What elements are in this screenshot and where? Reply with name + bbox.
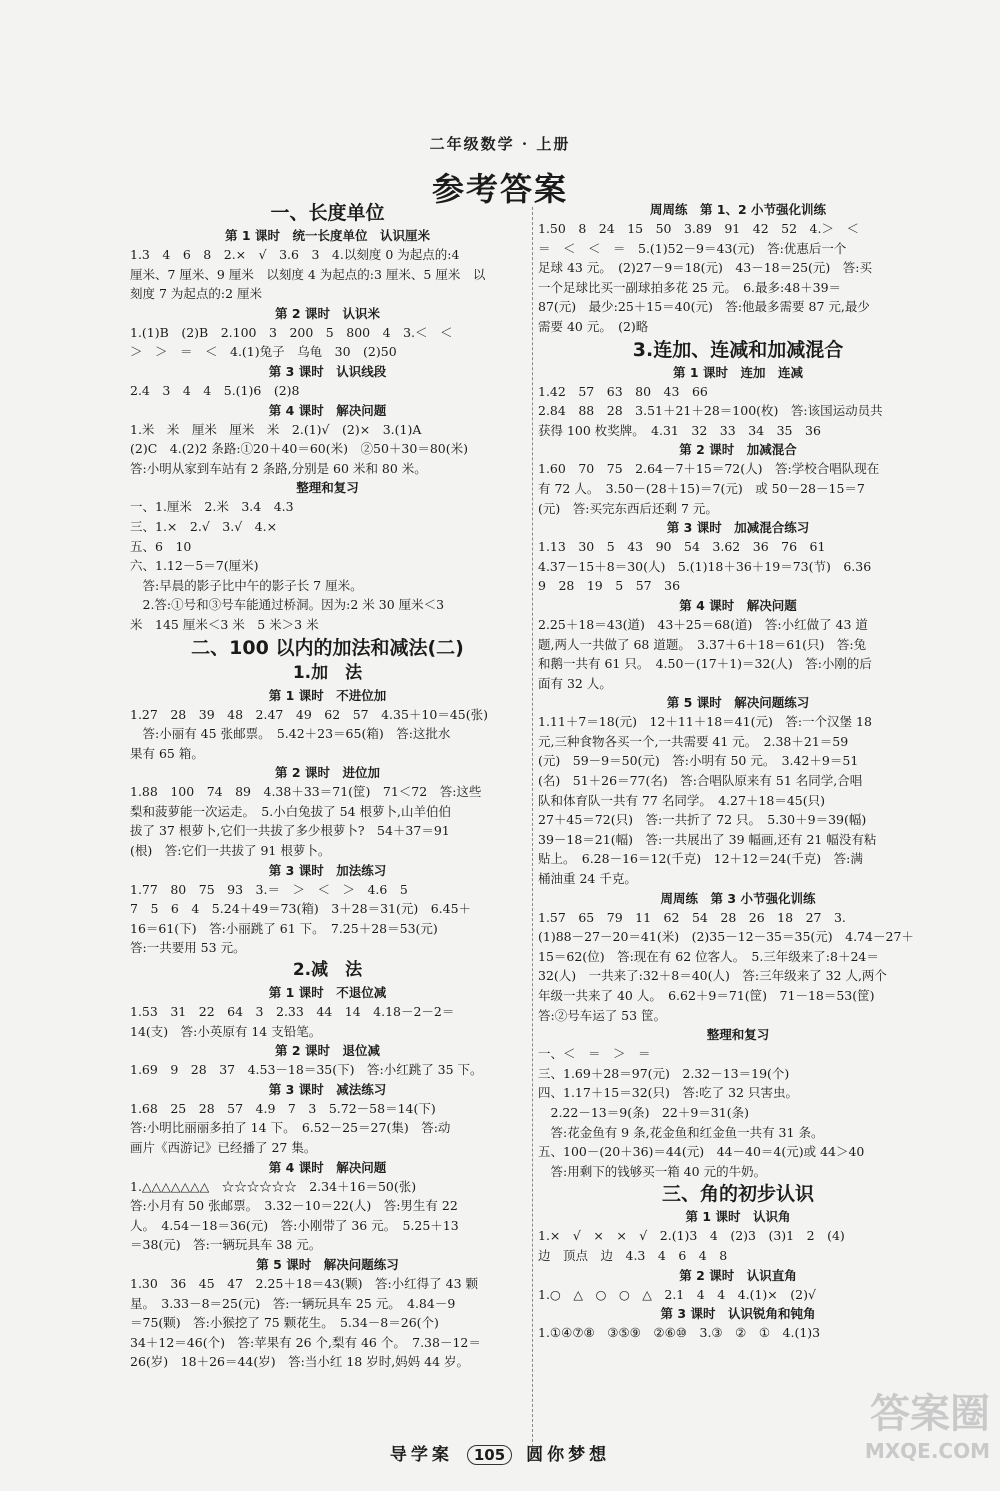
section-heading: 三、角的初步认识 <box>661 1183 814 1206</box>
answer-line: 39－18＝21(幅) 答:一共展出了 39 幅画,还有 21 幅没有粘 <box>538 831 877 847</box>
answer-line: ＝ ＜ ＜ ＝ 5.(1)52－9＝43(元) 答:优惠后一个 <box>538 240 847 256</box>
answer-line: 1.50 8 24 15 50 3.89 91 42 52 4.＞ ＜ <box>538 221 859 236</box>
answer-line: 队和体育队一共有 77 名同学。 4.27＋18＝45(只) <box>538 792 826 808</box>
answer-line: 厘米、7 厘米、9 厘米 以刻度 4 为起点的:3 厘米、5 厘米 以 <box>130 266 486 282</box>
answer-line: 34＋12＝46(个) 答:苹果有 26 个,梨有 46 个。 7.38－12＝ <box>130 1334 481 1350</box>
answer-line: 26(岁) 18＋26＝44(岁) 答:当小红 18 岁时,妈妈 44 岁。 <box>130 1354 470 1370</box>
answer-line: 1.27 28 39 48 2.47 49 62 57 4.35＋10＝45(张) <box>130 706 488 722</box>
section-heading: 二、100 以内的加法和减法(二) <box>191 636 464 659</box>
answer-line: (名) 51＋26＝77(名) 答:合唱队原来有 51 名同学,合唱 <box>538 773 863 789</box>
answer-line: 1.69 9 28 37 4.53－18＝35(下) 答:小红跳了 35 下。 <box>130 1062 483 1078</box>
answer-line: 1.(1)B (2)B 2.100 3 200 5 800 4 3.＜ ＜ <box>130 324 453 340</box>
answer-line: 答:花金鱼有 9 条,花金鱼和红金鱼一共有 31 条。 <box>538 1124 824 1140</box>
answer-line: 足球 43 元。 (2)27－9＝18(元) 43－18＝25(元) 答:买 <box>538 260 873 276</box>
lesson-heading: 第 2 课时 加减混合 <box>679 442 797 458</box>
answer-line: 桶油重 24 千克。 <box>538 871 637 887</box>
answer-line: 1.△△△△△△△ ☆☆☆☆☆☆ 2.34＋16＝50(张) <box>130 1178 417 1194</box>
answer-line: 答:一共要用 53 元。 <box>130 940 246 956</box>
answer-line: 2.84 88 28 3.51＋21＋28＝100(枚) 答:该国运动员共 <box>538 403 883 419</box>
answer-line: 1.30 36 45 47 2.25＋18＝43(颗) 答:小红得了 43 颗 <box>130 1275 479 1291</box>
answer-line: 人。 4.54－18＝36(元) 答:小刚带了 36 元。 5.25＋13 <box>130 1217 459 1233</box>
answer-line: 题,两人一共做了 68 道题。 3.37＋6＋18＝61(只) 答:兔 <box>538 636 867 652</box>
lesson-heading: 第 1 课时 不进位加 <box>268 687 387 703</box>
lesson-heading: 第 1 课时 连加 连减 <box>673 364 803 380</box>
lesson-heading: 第 3 课时 减法练习 <box>268 1081 387 1097</box>
lesson-heading: 第 2 课时 认识米 <box>275 305 380 321</box>
left-column <box>130 200 525 1440</box>
answer-line: 六、1.12－5＝7(厘米) <box>130 558 259 574</box>
lesson-heading: 整理和复习 <box>706 1027 770 1043</box>
answer-line: 1.57 65 79 11 62 54 28 26 18 27 3. <box>538 909 846 925</box>
answer-line: 梨和菠萝能一次运走。 5.小白兔拔了 54 根萝卜,山羊伯伯 <box>130 803 452 819</box>
lesson-heading: 第 1 课时 认识角 <box>685 1209 791 1225</box>
answer-line: 14(支) 答:小英原有 14 支铅笔。 <box>130 1023 322 1039</box>
answer-line: 4.37－15＋8＝30(人) 5.(1)18＋36＋19＝73(节) 6.36 <box>538 558 872 574</box>
answer-line: 1.60 70 75 2.64－7＋15＝72(人) 答:学校合唱队现在 <box>538 461 880 477</box>
answer-line: 1.11＋7＝18(元) 12＋11＋18＝41(元) 答:一个汉堡 18 <box>538 714 872 730</box>
answer-line: 获得 100 枚奖牌。 4.31 32 33 34 35 36 <box>538 422 821 438</box>
answer-line: 1.3 4 6 8 2.× √ 3.6 3 4.以刻度 0 为起点的:4 <box>130 247 460 262</box>
answer-line: 刻度 7 为起点的:2 厘米 <box>130 286 263 302</box>
answer-line: 需要 40 元。 (2)略 <box>538 318 649 334</box>
answer-line: 四、1.17＋15＝32(只) 答:吃了 32 只害虫。 <box>538 1085 798 1101</box>
answer-line: ＝75(颗) 答:小猴挖了 75 颗花生。 5.34－8＝26(个) <box>130 1315 439 1331</box>
answer-line: 边 顶点 边 4.3 4 6 4 8 <box>538 1247 728 1263</box>
answer-line: 画片《西游记》已经播了 27 集。 <box>130 1140 317 1155</box>
watermark-text: 答案圈 <box>870 1391 990 1437</box>
footer-right-text: 圆你梦想 <box>526 1445 611 1465</box>
lesson-heading: 整理和复习 <box>296 480 359 496</box>
right-column <box>538 200 938 1440</box>
section-heading: 2.减 法 <box>292 960 363 981</box>
section-heading: 3.连加、连减和加减混合 <box>632 338 844 361</box>
answer-line: 答:早晨的影子比中午的影子长 7 厘米。 <box>130 577 363 593</box>
answer-line: (元) 答:买完东西后还剩 7 元。 <box>538 500 718 516</box>
answer-line: 7 5 6 4 5.24＋49＝73(箱) 3＋28＝31(元) 6.45＋ <box>130 901 472 917</box>
answer-line: 一、1.厘米 2.米 3.4 4.3 <box>130 499 294 515</box>
answer-line: 1.53 31 22 64 3 2.33 44 14 4.18－2－2＝ <box>130 1004 455 1020</box>
answer-line: 2.25＋18＝43(道) 43＋25＝68(道) 答:小红做了 43 道 <box>538 616 868 632</box>
answer-line: 五、6 10 <box>130 538 192 554</box>
lesson-heading: 第 2 课时 退位减 <box>275 1043 380 1059</box>
answer-line: 有 72 人。 3.50－(28＋15)＝7(元) 或 50－28－15＝7 <box>538 480 865 496</box>
lesson-heading: 第 3 课时 加减混合练习 <box>666 520 810 536</box>
answer-line: (2)C 4.(2)2 条路:①20＋40＝60(米) ②50＋30＝80(米) <box>130 441 468 457</box>
answer-line: 一、＜ ＝ ＞ ＝ <box>538 1046 651 1062</box>
answer-line: 2.22－13＝9(条) 22＋9＝31(条) <box>538 1104 749 1120</box>
lesson-heading: 第 5 课时 解决问题练习 <box>256 1256 399 1272</box>
answer-line: 拔了 37 根萝卜,它们一共拔了多少根萝卜? 54＋37＝91 <box>130 823 450 839</box>
answer-line: 面有 32 人。 <box>538 675 612 691</box>
answer-line: 1.米 米 厘米 厘米 米 2.(1)√ (2)× 3.(1)A <box>130 421 422 437</box>
lesson-heading: 第 3 课时 认识锐角和钝角 <box>660 1306 816 1322</box>
answer-line: 1.13 30 5 43 90 54 3.62 36 76 61 <box>538 539 826 555</box>
answer-line: ＝38(元) 答:一辆玩具车 38 元。 <box>130 1237 322 1253</box>
answer-line: 2.4 3 4 4 5.(1)6 (2)8 <box>130 382 300 398</box>
answer-line: 答:小丽有 45 张邮票。 5.42＋23＝65(箱) 答:这批水 <box>130 726 451 742</box>
watermark-url: MXQE.COM <box>864 1439 990 1463</box>
answer-line: 1.× √ × × √ 2.(1)3 4 (2)3 (3)1 2 (4) <box>538 1228 845 1244</box>
answer-line: 答:②号车运了 53 筐。 <box>538 1007 667 1023</box>
lesson-heading: 第 2 课时 认识直角 <box>679 1267 797 1283</box>
answer-line: 米 145 厘米＜3 米 5 米＞3 米 <box>130 616 319 632</box>
answer-line: 三、1.× 2.√ 3.√ 4.× <box>130 518 278 534</box>
lesson-heading: 第 5 课时 解决问题练习 <box>666 695 810 711</box>
lesson-heading: 第 4 课时 解决问题 <box>268 402 387 418</box>
footer-left-text: 导学案 <box>389 1445 453 1465</box>
lesson-heading: 第 4 课时 解决问题 <box>679 597 797 613</box>
lesson-heading: 第 1 课时 统一长度单位 认识厘米 <box>225 228 430 243</box>
answer-line: 年级一共来了 40 人。 6.62＋9＝71(筐) 71－18＝53(筐) <box>538 988 875 1003</box>
answer-line: 贴上。 6.28－16＝12(千克) 12＋12＝24(千克) 答:满 <box>538 851 863 867</box>
lesson-heading: 第 1 课时 不退位减 <box>268 985 387 1001</box>
answer-line: 1.77 80 75 93 3.＝ ＞ ＜ ＞ 4.6 5 <box>130 881 408 897</box>
answer-line: (根) 答:它们一共拔了 91 根萝卜。 <box>130 843 331 859</box>
lesson-heading: 第 3 课时 加法练习 <box>268 862 387 878</box>
answer-line: 1.68 25 28 57 4.9 7 3 5.72－58＝14(下) <box>130 1100 436 1116</box>
answer-line: 27＋45＝72(只) 答:一共折了 72 只。 5.30＋9＝39(幅) <box>538 812 867 828</box>
answer-line: 87(元) 最少:25＋15＝40(元) 答:他最多需要 87 元,最少 <box>538 299 870 315</box>
answer-line: 15＝62(位) 答:现在有 62 位客人。 5.三年级来了:8＋24＝ <box>538 948 879 964</box>
answer-line: 1.88 100 74 89 4.38＋33＝71(筐) 71＜72 答:这些 <box>130 784 482 800</box>
answer-line: 1.42 57 63 80 43 66 <box>538 383 708 399</box>
answer-line: 答:小月有 50 张邮票。 3.32－10＝22(人) 答:男生有 22 <box>130 1198 458 1214</box>
answer-line: 2.答:①号和③号车能通过桥洞。因为:2 米 30 厘米＜3 <box>130 597 445 613</box>
lesson-heading: 第 4 课时 解决问题 <box>268 1159 387 1175</box>
answer-line: 五、100－(20＋36)＝44(元) 44－40＝4(元)或 44＞40 <box>538 1144 865 1160</box>
answer-line: 三、1.69＋28＝97(元) 2.32－13＝19(个) <box>538 1065 790 1081</box>
answer-line: 答:小明从家到车站有 2 条路,分别是 60 米和 80 米。 <box>130 460 427 476</box>
answer-line: (1)88－27－20＝41(米) (2)35－12－35＝35(元) 4.74－27＋ <box>538 929 914 945</box>
answer-line: ＞ ＞ ＝ ＜ 4.(1)兔子 乌龟 30 (2)50 <box>130 344 397 360</box>
watermark-logo <box>820 1390 990 1480</box>
answer-line: 元,三种食物各买一个,一共需要 41 元。 2.38＋21＝59 <box>538 733 849 749</box>
answer-line: 32(人) 一共来了:32＋8＝40(人) 答:三年级来了 32 人,两个 <box>538 968 887 984</box>
answer-line: 1.○ △ ○ ○ △ 2.1 4 4 4.(1)× (2)√ <box>538 1286 816 1302</box>
answer-line: 一个足球比买一副球拍多花 25 元。 6.最多:48＋39＝ <box>538 279 842 295</box>
lesson-heading: 周周练 第 1、2 小节强化训练 <box>649 202 827 217</box>
page-title: 参考答案 <box>431 170 568 208</box>
page-number: 105 <box>467 1445 512 1465</box>
section-heading: 1.加 法 <box>292 662 363 683</box>
page-header: 二年级数学 · 上册 <box>429 135 571 153</box>
column-divider <box>532 207 533 1447</box>
answer-line: 答:小明比丽丽多拍了 14 下。 6.52－25＝27(集) 答:动 <box>130 1120 451 1136</box>
answer-line: 果有 65 箱。 <box>130 745 204 761</box>
section-heading: 一、长度单位 <box>270 202 385 224</box>
lesson-heading: 第 2 课时 进位加 <box>275 765 380 781</box>
answer-line: 16＝61(下) 答:小丽跳了 61 下。 7.25＋28＝53(元) <box>130 920 438 936</box>
answer-line: 答:用剩下的钱够买一箱 40 元的牛奶。 <box>538 1163 767 1179</box>
lesson-heading: 周周练 第 3 小节强化训练 <box>660 890 816 906</box>
answer-line: (元) 59－9＝50(元) 答:小明有 50 元。 3.42＋9＝51 <box>538 753 859 769</box>
answer-line: 星。 3.33－8＝25(元) 答:一辆玩具车 25 元。 4.84－9 <box>130 1295 456 1311</box>
lesson-heading: 第 3 课时 认识线段 <box>268 363 387 379</box>
answer-line: 和鹅一共有 61 只。 4.50－(17＋1)＝32(人) 答:小刚的后 <box>538 656 872 672</box>
answer-line: 9 28 19 5 57 36 <box>538 578 681 594</box>
answer-line: 1.①④⑦⑧ ③⑤⑨ ②⑥⑩ 3.③ ② ① 4.(1)3 <box>538 1325 821 1341</box>
